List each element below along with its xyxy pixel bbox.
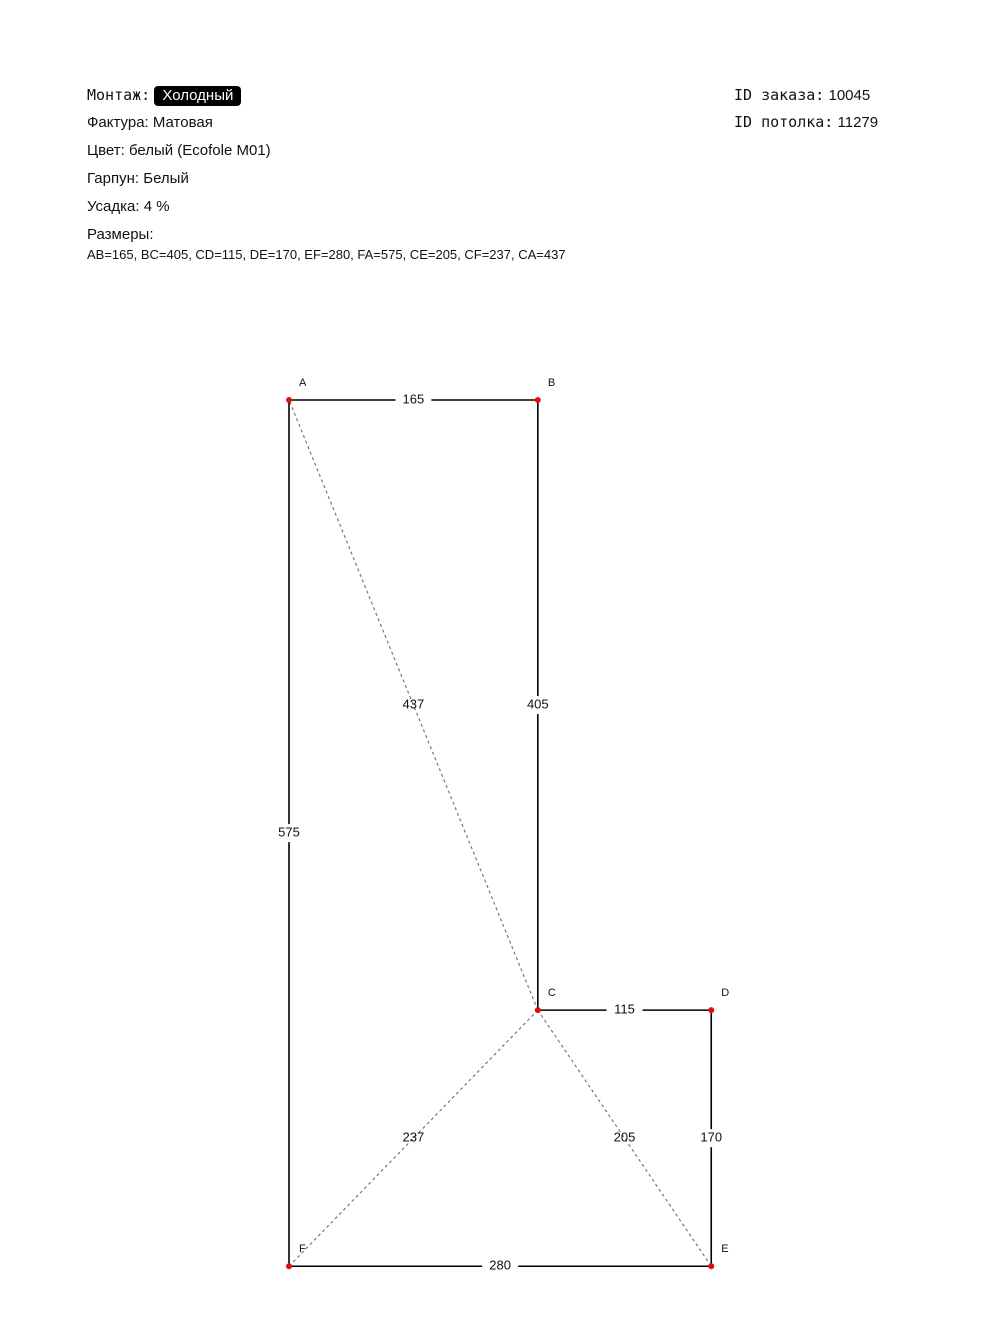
vertex-e bbox=[708, 1263, 714, 1269]
sizes-list: AB=165, BC=405, CD=115, DE=170, EF=280, FA=575, CE=205, CF=237, CA=437 bbox=[87, 247, 566, 262]
sizes-label: Размеры: bbox=[87, 226, 154, 243]
mount-label: Монтаж: bbox=[87, 86, 151, 104]
edge-label-de: 170 bbox=[700, 1129, 723, 1145]
edge-label-bc: 405 bbox=[526, 696, 549, 712]
diagonal-label-ca: 437 bbox=[402, 696, 425, 712]
edge-label-ab: 165 bbox=[402, 391, 425, 407]
vertex-label-d: D bbox=[721, 987, 730, 1000]
mount-badge: Холодный bbox=[154, 86, 241, 106]
shrink-label: Усадка: bbox=[87, 198, 140, 215]
vertex-label-a: A bbox=[299, 377, 307, 389]
ceiling-id-label: ID потолка: bbox=[734, 113, 834, 131]
color-label: Цвет: bbox=[87, 142, 125, 159]
harpoon-label: Гарпун: bbox=[87, 170, 140, 187]
shrink-value: 4 % bbox=[143, 198, 170, 215]
vertex-label-f: F bbox=[299, 1243, 306, 1256]
color-value: белый (Ecofole M01) bbox=[128, 142, 271, 159]
harpoon-value: Белый bbox=[143, 170, 189, 187]
vertex-b bbox=[535, 397, 541, 403]
texture-value: Матовая bbox=[152, 114, 213, 131]
vertex-c bbox=[535, 1007, 541, 1013]
vertex-label-e: E bbox=[721, 1243, 729, 1256]
vertex-f bbox=[286, 1263, 292, 1269]
diagonal-label-ce: 205 bbox=[613, 1129, 636, 1145]
ceiling-id-value: 11279 bbox=[837, 114, 879, 131]
edge-label-cd: 115 bbox=[614, 1001, 635, 1017]
texture-label: Фактура: bbox=[87, 114, 149, 131]
vertex-label-c: C bbox=[547, 987, 556, 1000]
edge-label-ef: 280 bbox=[489, 1257, 511, 1273]
order-id-value: 10045 bbox=[828, 87, 871, 104]
vertex-label-b: B bbox=[547, 377, 556, 389]
order-id-label: ID заказа: bbox=[734, 86, 825, 104]
edge-label-fa: 575 bbox=[278, 824, 300, 840]
vertex-d bbox=[708, 1007, 714, 1013]
diagonal-label-cf: 237 bbox=[402, 1129, 425, 1145]
vertex-a bbox=[286, 397, 292, 403]
